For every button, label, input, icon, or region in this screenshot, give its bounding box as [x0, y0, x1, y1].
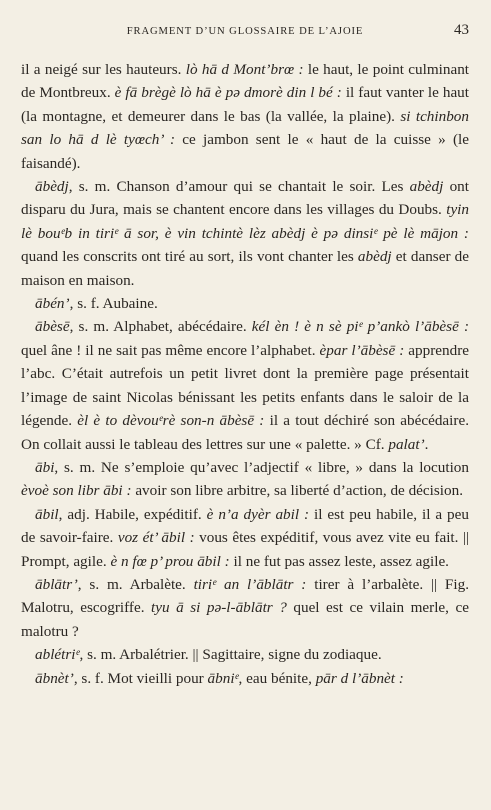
- italic-text: è n fœ p’ prou ābil :: [110, 552, 230, 570]
- italic-text: palat’: [388, 435, 425, 453]
- text-run: , s. m. Chanson d’amour qui se chantait le soir. Les: [68, 178, 410, 196]
- text-run: , s. m. Ne s’emploie qu’avec l’adjectif « libre, » dans la locution: [54, 458, 469, 476]
- text-run: quel âne ! il ne sait pas même encore l’alphabet.: [21, 341, 320, 359]
- continued-paragraph: [21, 58, 469, 175]
- italic-text: abèdj: [409, 178, 444, 196]
- text-run: et danser de maison en maison.: [21, 248, 469, 289]
- text-run: il a neigé sur les hauteurs.: [21, 61, 186, 78]
- text-run: ont disparu du Jura, mais se chantent encore dans les villages du Doubs.: [21, 178, 469, 219]
- italic-text: ābi: [35, 458, 55, 476]
- glossary-entry: [21, 503, 469, 573]
- text-run: il ne fut pas assez leste, assez agile.: [229, 552, 449, 570]
- italic-text: è n’a dyèr abil :: [206, 505, 310, 523]
- text-run: quand les conscrits ont tiré au sort, ils vont chanter les: [21, 248, 358, 266]
- italic-text: èvoè son libr ābi :: [21, 482, 132, 500]
- text-run: tirer à l’arbalète. || Fig. Malotru, escogriffe.: [21, 575, 469, 617]
- text-run: il faut vanter le haut (la montagne, et demeurer dans le bas (la vallée, la plaine).: [21, 84, 469, 125]
- text-run: quel est ce vilain merle, ce malotru ?: [21, 599, 469, 640]
- text-run: , eau bénite,: [238, 669, 316, 687]
- italic-text: kél èn ! è n sè piᵉ p’ankò l’ābèsē :: [251, 318, 470, 336]
- italic-text: ābèdj: [35, 178, 69, 196]
- italic-text: ablétriᵉ: [35, 646, 80, 664]
- text-run: , s. f. Mot vieilli pour: [73, 669, 208, 687]
- text-run: , s. f. Aubaine.: [69, 295, 158, 313]
- italic-text: tyin lè bouᵉb in tiriᵉ ā sor, è vin tchintè lèz abèdj è pə dinsiᵉ pè lè mājon :: [21, 201, 469, 242]
- italic-text: ābèsē: [35, 318, 70, 336]
- italic-text: ābil: [35, 505, 59, 523]
- text-run: le haut, le point culminant de Montbreux.: [21, 61, 470, 102]
- page-header: [21, 22, 469, 46]
- glossary-entry: [21, 643, 469, 666]
- glossary-entry: [21, 667, 469, 690]
- page-number: 43: [454, 22, 469, 38]
- running-title: FRAGMENT D’UN GLOSSAIRE DE L’AJOIE: [126, 26, 364, 37]
- text-run: il a tout déchiré son abécédaire. On collait aussi le tableau des lettres sur une « palette. » Cf.: [21, 412, 469, 453]
- italic-text: èpar l’ābèsē :: [319, 341, 405, 359]
- text-run: , adj. Habile, expéditif.: [58, 505, 207, 523]
- text-run: , s. m. Arbalétrier. || Sagittaire, signe du zodiaque.: [79, 646, 382, 664]
- italic-text: è fā brègè lò hā è pə dmorè din l bé :: [114, 84, 342, 102]
- glossary-entry: [21, 175, 469, 292]
- italic-text: si tchinbon san lo hā d lè tyœch’ :: [21, 107, 469, 149]
- glossary-entry: [21, 315, 469, 455]
- text-run: vous êtes expéditif, vous avez vite eu fait. || Prompt, agile.: [21, 529, 470, 570]
- italic-text: āblātr’: [35, 575, 78, 593]
- text-run: ce jambon sent le « haut de la cuisse » (le faisandé).: [21, 131, 469, 172]
- italic-text: abèdj: [357, 248, 392, 266]
- text-run: avoir son libre arbitre, sa liberté d’action, de décision.: [131, 482, 463, 500]
- glossary-entry: [21, 573, 469, 643]
- text-run: , s. m. Arbalète.: [77, 575, 194, 593]
- italic-text: voz ét’ ābil :: [117, 529, 195, 547]
- italic-text: ābnèt’: [35, 669, 74, 687]
- text-run: .: [424, 435, 429, 453]
- text-run: il est peu habile, il a peu de savoir-faire.: [21, 505, 469, 547]
- text-run: apprendre l’abc. C’était autrefois un petit livret dont la première page présentait l’image de saint Nicolas bénissant les petits enfants dans le saloir de la légende.: [21, 341, 469, 430]
- italic-text: tiriᵉ an l’āblātr :: [193, 575, 307, 593]
- glossary-entry: [21, 456, 469, 503]
- italic-text: ābén’: [35, 295, 70, 313]
- text-run: , s. m. Alphabet, abécédaire.: [69, 318, 252, 336]
- glossary-body: [21, 58, 469, 690]
- italic-text: ābniᵉ: [207, 669, 239, 687]
- italic-text: tyu ā si pə-l-āblātr ?: [151, 599, 287, 617]
- glossary-entry: [21, 292, 469, 315]
- italic-text: pār d l’ābnèt :: [315, 669, 404, 687]
- italic-text: èl è to dèvouᵉrè son-n ābèsē :: [77, 412, 265, 430]
- italic-text: lò hā d Mont’brœ :: [185, 61, 304, 78]
